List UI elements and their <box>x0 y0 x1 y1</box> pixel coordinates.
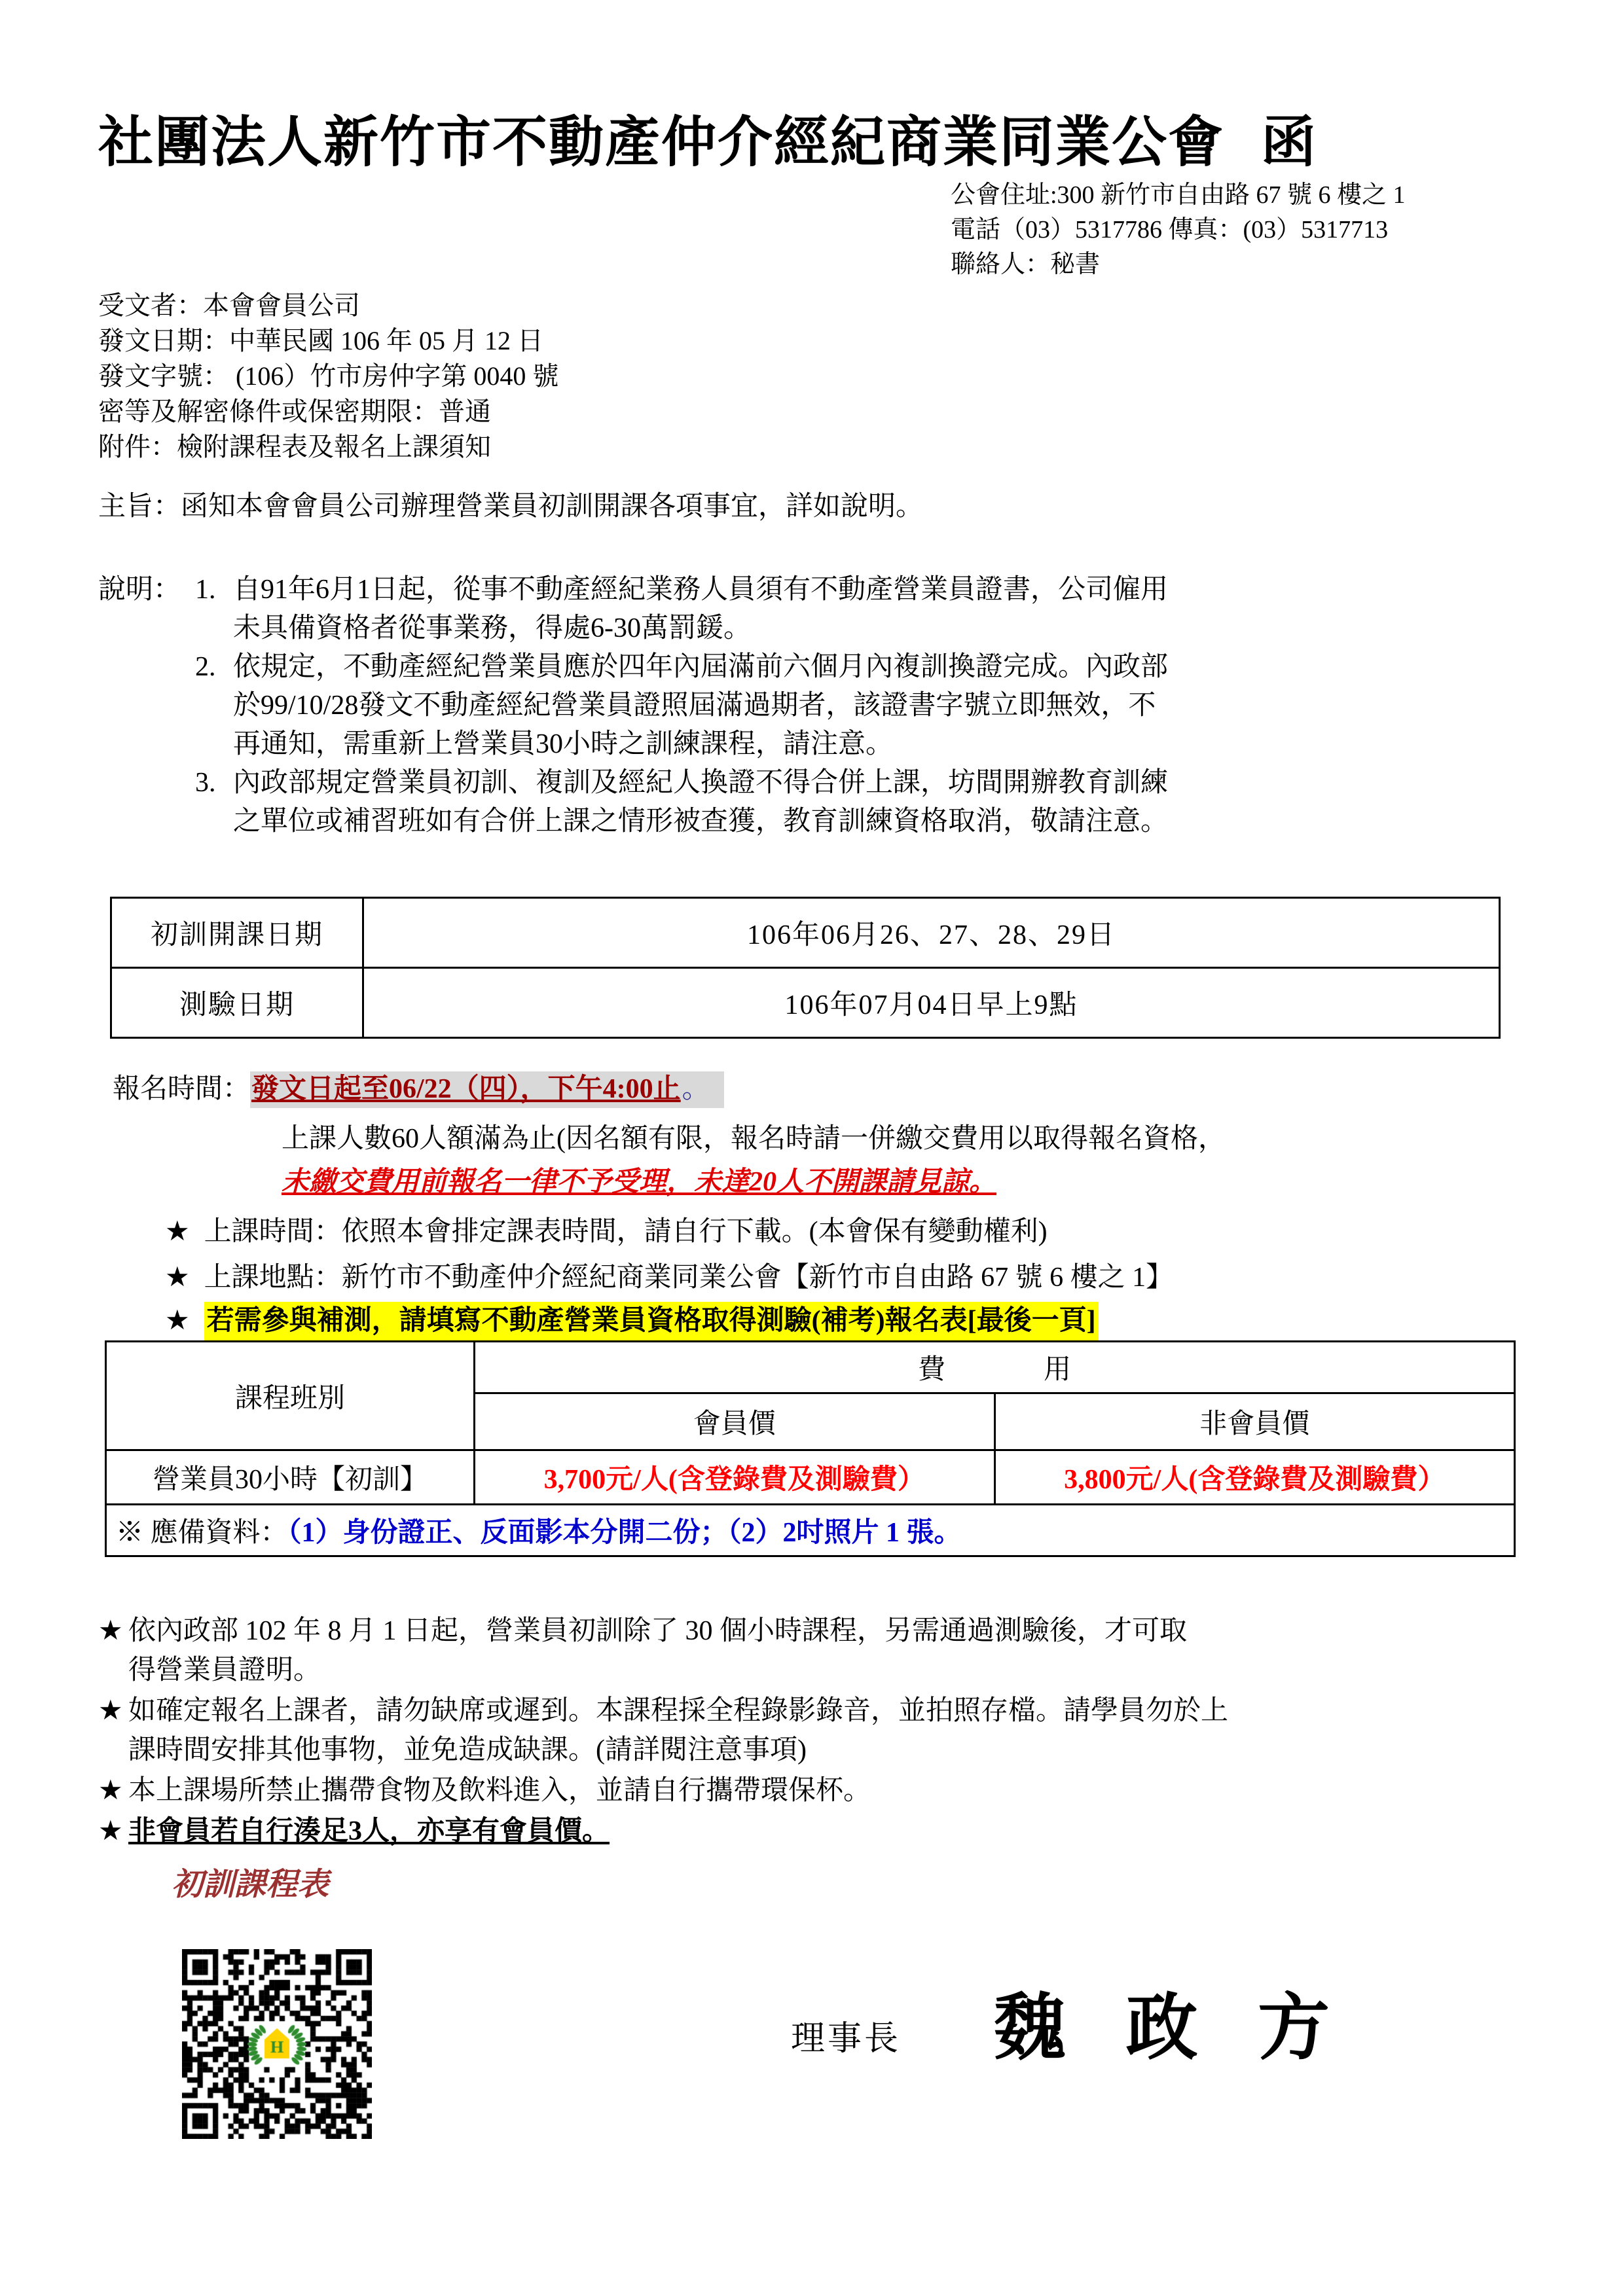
contact-person: 聯絡人：秘書 <box>951 251 1101 278</box>
bottom-note-line: 課時間安排其他事物，並免造成缺課。(請詳閱注意事項) <box>128 1735 807 1765</box>
class-location-line <box>165 1255 1173 1295</box>
class-location-text: 上課地點：新竹市不動產仲介經紀商業同業公會【新竹市自由路 67 號 6 樓之 1】 <box>204 1263 1174 1293</box>
organization-title <box>98 98 1317 177</box>
document-meta-block <box>98 288 558 465</box>
bottom-note-line: 依內政部 102 年 8 月 1 日起，營業員初訓除了 30 個小時課程，另需通過測驗後，才可取 <box>128 1616 1188 1646</box>
required-documents-mark: ※ <box>116 1518 144 1548</box>
explanation-item-line: 內政部規定營業員初訓、複訓及經紀人換證不得合併上課，坊間開辦教育訓練 <box>233 768 1169 798</box>
document-number-line: 發文字號： (106）竹市房仲字第 0040 號 <box>98 361 559 391</box>
schedule-table <box>110 897 1501 1039</box>
fee-member-price: 3,700元/人(含登錄費及測驗費） <box>475 1450 995 1505</box>
schedule-value-cell: 106年07月04日早上9點 <box>363 968 1500 1038</box>
explanation-item-list <box>195 571 1571 841</box>
required-documents-row <box>106 1505 1515 1556</box>
qr-code[interactable] <box>182 1949 372 2139</box>
subject-section <box>98 484 923 524</box>
registration-period-line <box>113 1067 724 1106</box>
explanation-item <box>195 764 1571 841</box>
bottom-note <box>98 1771 1571 1810</box>
document-type-label: 函 <box>1261 113 1318 173</box>
star-icon: ★ <box>165 1306 190 1336</box>
explanation-item-number: 3. <box>195 768 216 798</box>
required-documents-value: （1）身份證正、反面影本分開二份；（2）2吋照片 1 張。 <box>287 1518 962 1548</box>
schedule-value-cell: 106年06月26、27、28、29日 <box>363 898 1500 968</box>
signature-title: 理事長 <box>791 2020 902 2058</box>
contact-address: 公會住址:300 新竹市自由路 67 號 6 樓之 1 <box>951 181 1406 209</box>
star-icon: ★ <box>98 1816 123 1846</box>
bottom-note-line: 本上課場所禁止攜帶食物及飲料進入，並請自行攜帶環保杯。 <box>128 1776 871 1806</box>
fee-table-member-header: 會員價 <box>475 1393 995 1450</box>
explanation-item-line: 依規定，不動產經紀營業員應於四年內屆滿前六個月內複訓換證完成。內政部 <box>233 652 1169 682</box>
explanation-item <box>195 648 1571 764</box>
explanation-item-line: 自91年6月1日起，從事不動產經紀業務人員須有不動產營業員證書，公司僱用 <box>233 575 1169 605</box>
organization-name: 社團法人新竹市不動產仲介經紀商業同業公會 <box>98 113 1225 173</box>
explanation-item-number: 2. <box>195 652 216 682</box>
fee-course-name: 營業員30小時【初訓】 <box>106 1450 475 1505</box>
star-icon: ★ <box>98 1776 123 1806</box>
star-icon: ★ <box>98 1696 123 1726</box>
fee-table-class-header: 課程班別 <box>106 1342 475 1450</box>
bottom-note <box>98 1691 1571 1770</box>
schedule-label-cell: 測驗日期 <box>111 968 363 1038</box>
makeup-exam-text: 若需參與補測，請填寫不動產營業員資格取得測驗(補考)報名表[最後一頁] <box>204 1302 1099 1341</box>
fee-nonmember-price: 3,800元/人(含登錄費及測驗費） <box>994 1450 1515 1505</box>
schedule-label-cell: 初訓開課日期 <box>111 898 363 968</box>
bottom-note <box>98 1611 1571 1690</box>
attachment-line: 附件：檢附課程表及報名上課須知 <box>98 432 491 461</box>
registration-period-mark: 。 <box>682 1071 724 1108</box>
star-icon: ★ <box>98 1616 123 1646</box>
bottom-note-line: 非會員若自行湊足3人，亦享有會員價。 <box>128 1816 610 1846</box>
fee-table-header-row <box>106 1342 1515 1393</box>
fee-table-row <box>106 1450 1515 1505</box>
explanation-item-line: 之單位或補習班如有合併上課之情形被查獲，教育訓練資格取消，敬請注意。 <box>233 806 1169 836</box>
star-icon: ★ <box>165 1217 190 1247</box>
registration-capacity-note: 上課人數60人額滿為止(因名額有限，報名時請一併繳交費用以取得報名資格， <box>282 1124 1226 1154</box>
fee-table-fee-header: 費 用 <box>475 1342 1515 1393</box>
required-documents-cell <box>106 1505 1515 1556</box>
registration-deadline-highlight: 發文日起至06/22（四），下午4:00止 <box>250 1071 682 1108</box>
contact-phone-fax: 電話（03）5317786 傳真：(03）5317713 <box>951 216 1389 243</box>
registration-label: 報名時間： <box>113 1074 251 1104</box>
explanation-item-number: 1. <box>195 575 216 605</box>
star-icon: ★ <box>165 1263 190 1293</box>
fee-table-nonmember-header: 非會員價 <box>994 1393 1515 1450</box>
qr-code-icon <box>182 1949 372 2139</box>
explanation-item-line: 再通知，需重新上營業員30小時之訓練課程，請注意。 <box>233 729 894 759</box>
explanation-item-line: 未具備資格者從事業務，得處6-30萬罰鍰。 <box>233 613 751 643</box>
explanation-section <box>98 571 1571 841</box>
subject-text: 函知本會會員公司辦理營業員初訓開課各項事宜，詳如說明。 <box>181 492 924 522</box>
bottom-note-line: 如確定報名上課者，請勿缺席或遲到。本課程採全程錄影錄音，並拍照存檔。請學員勿於上 <box>128 1696 1229 1726</box>
issue-date-line: 發文日期：中華民國 106 年 05 月 12 日 <box>98 326 543 355</box>
recipient-line: 受文者：本會會員公司 <box>98 291 360 320</box>
bottom-note <box>98 1812 1571 1851</box>
explanation-item <box>195 571 1571 648</box>
bottom-note-line: 得營業員證明。 <box>128 1655 321 1685</box>
registration-payment-warning: 未繳交費用前報名一律不予受理，未達20人不開課請見諒。 <box>282 1167 997 1197</box>
explanation-label: 說明： <box>98 575 181 605</box>
bottom-notes-section <box>98 1611 1571 1852</box>
confidentiality-line: 密等及解密條件或保密期限：普通 <box>98 397 491 426</box>
fee-table <box>105 1340 1516 1557</box>
signature-name: 魏 政 方 <box>994 1988 1351 2068</box>
class-time-text: 上課時間：依照本會排定課表時間，請自行下載。(本會保有變動權利) <box>204 1217 1048 1247</box>
course-schedule-label: 初訓課程表 <box>172 1867 329 1902</box>
class-time-line <box>165 1210 1048 1249</box>
contact-block <box>951 178 1406 282</box>
required-documents-label: 應備資料： <box>150 1518 288 1548</box>
explanation-item-line: 於99/10/28發文不動產經紀營業員證照屆滿過期者，該證書字號立即無效，不 <box>233 691 1156 721</box>
table-row <box>111 968 1500 1038</box>
table-row <box>111 898 1500 968</box>
subject-label: 主旨： <box>98 492 181 522</box>
makeup-exam-line <box>165 1299 1099 1338</box>
